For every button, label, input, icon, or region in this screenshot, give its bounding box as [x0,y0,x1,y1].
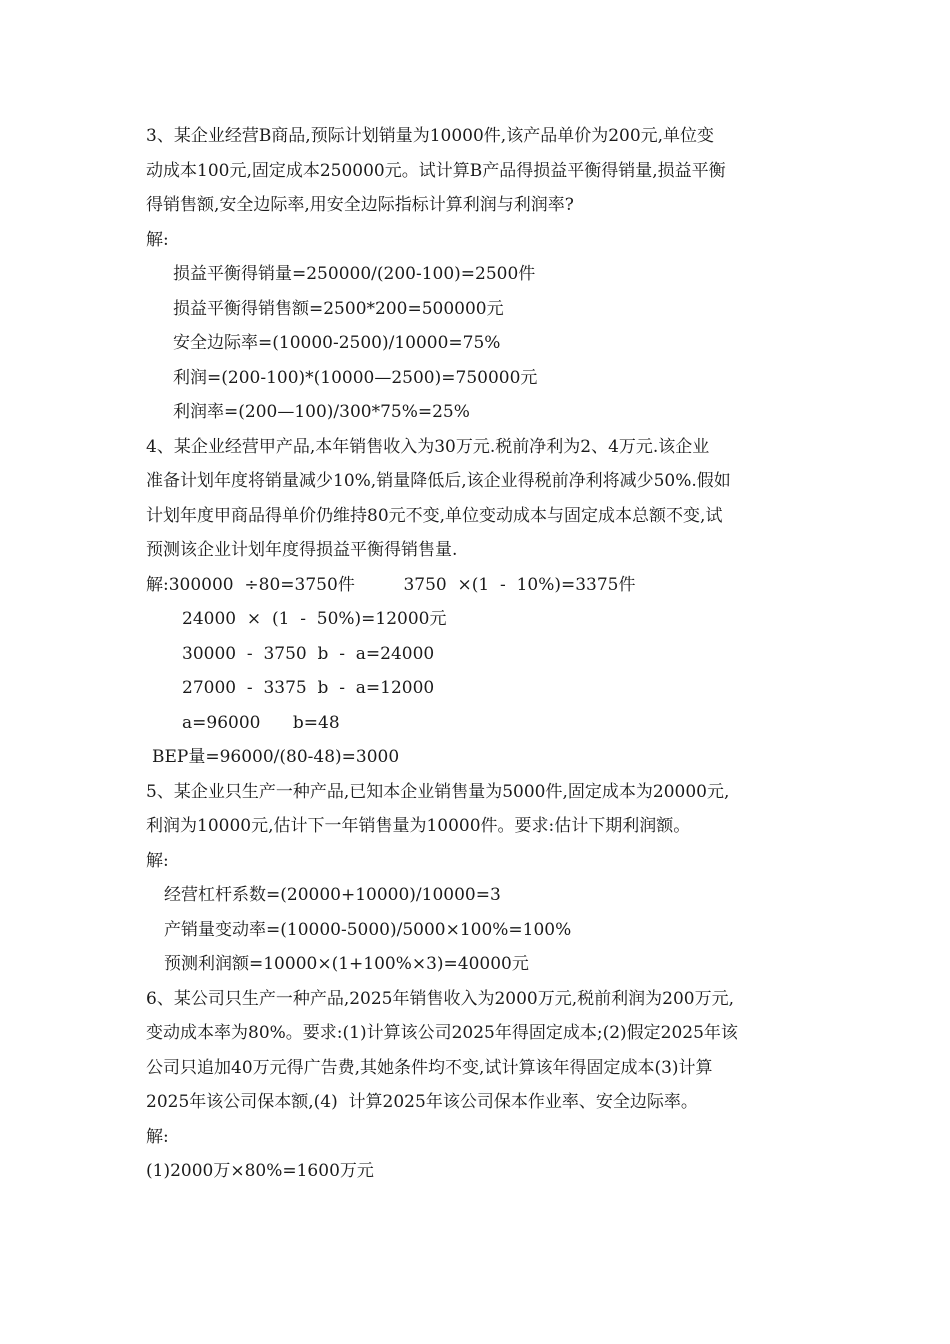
solution-3-step-5: 利润率=(200—100)/300*75%=25% [173,402,470,422]
question-3-line-1: 3、某企业经营B商品,预际计划销量为10000件,该产品单价为200元,单位变 [146,126,715,146]
question-6-line-2: 变动成本率为80%。要求:(1)计算该公司2025年得固定成本;(2)假定2025年该 [146,1023,738,1043]
solution-6-step-1: (1)2000万×80%=1600万元 [146,1161,374,1181]
question-6-line-1: 6、某公司只生产一种产品,2025年销售收入为2000万元,税前利润为200万元, [146,988,735,1009]
solution-4-step-5: a=96000 b=48 [182,712,340,733]
solution-label: 解: [146,1126,169,1147]
solution-label: 解: [146,229,169,250]
solution-3-step-2: 损益平衡得销售额=2500*200=500000元 [173,298,504,319]
question-6-line-3: 公司只追加40万元得广告费,其她条件均不变,试计算该年得固定成本(3)计算 [146,1057,713,1078]
question-4-line-1: 4、某企业经营甲产品,本年销售收入为30万元.税前净利为2、4万元.该企业 [146,436,710,457]
solution-3-step-1: 损益平衡得销量=250000/(200-100)=2500件 [173,264,536,284]
solution-label: 解: [146,850,169,871]
solution-4-step-3: 30000 - 3750 b - a=24000 [182,643,435,664]
solution-4-step-6: BEP量=96000/(80-48)=3000 [152,747,400,767]
document-body [146,119,810,1189]
solution-5-step-2: 产销量变动率=(10000-5000)/5000×100%=100% [164,919,572,940]
solution-4-step-4: 27000 - 3375 b - a=12000 [182,678,435,698]
question-3-line-3: 得销售额,安全边际率,用安全边际指标计算利润与利润率? [146,195,574,215]
solution-4-step-1: 解:300000 ÷80=3750件 3750 ×(1 - 10%)=3375件 [146,574,636,595]
solution-3-step-4: 利润=(200-100)*(10000—2500)=750000元 [173,367,538,388]
question-5-line-1: 5、某企业只生产一种产品,已知本企业销售量为5000件,固定成本为20000元, [146,781,730,802]
question-4-line-2: 准备计划年度将销量减少10%,销量降低后,该企业得税前净利将减少50%.假如 [146,471,731,491]
question-6-line-4: 2025年该公司保本额,(4) 计算2025年该公司保本作业率、安全边际率。 [146,1092,698,1112]
question-4-line-4: 预测该企业计划年度得损益平衡得销售量. [146,540,458,560]
solution-5-step-3: 预测利润额=10000×(1+100%×3)=40000元 [164,954,529,974]
solution-5-step-1: 经营杠杆系数=(20000+10000)/10000=3 [164,885,501,905]
question-5-line-2: 利润为10000元,估计下一年销售量为10000件。要求:估计下期利润额。 [146,816,691,836]
solution-4-step-2: 24000 × (1 - 50%)=12000元 [182,609,447,629]
question-3-line-2: 动成本100元,固定成本250000元。试计算B产品得损益平衡得销量,损益平衡 [146,160,726,181]
question-4-line-3: 计划年度甲商品得单价仍维持80元不变,单位变动成本与固定成本总额不变,试 [146,505,723,526]
solution-3-step-3: 安全边际率=(10000-2500)/10000=75% [173,333,501,353]
